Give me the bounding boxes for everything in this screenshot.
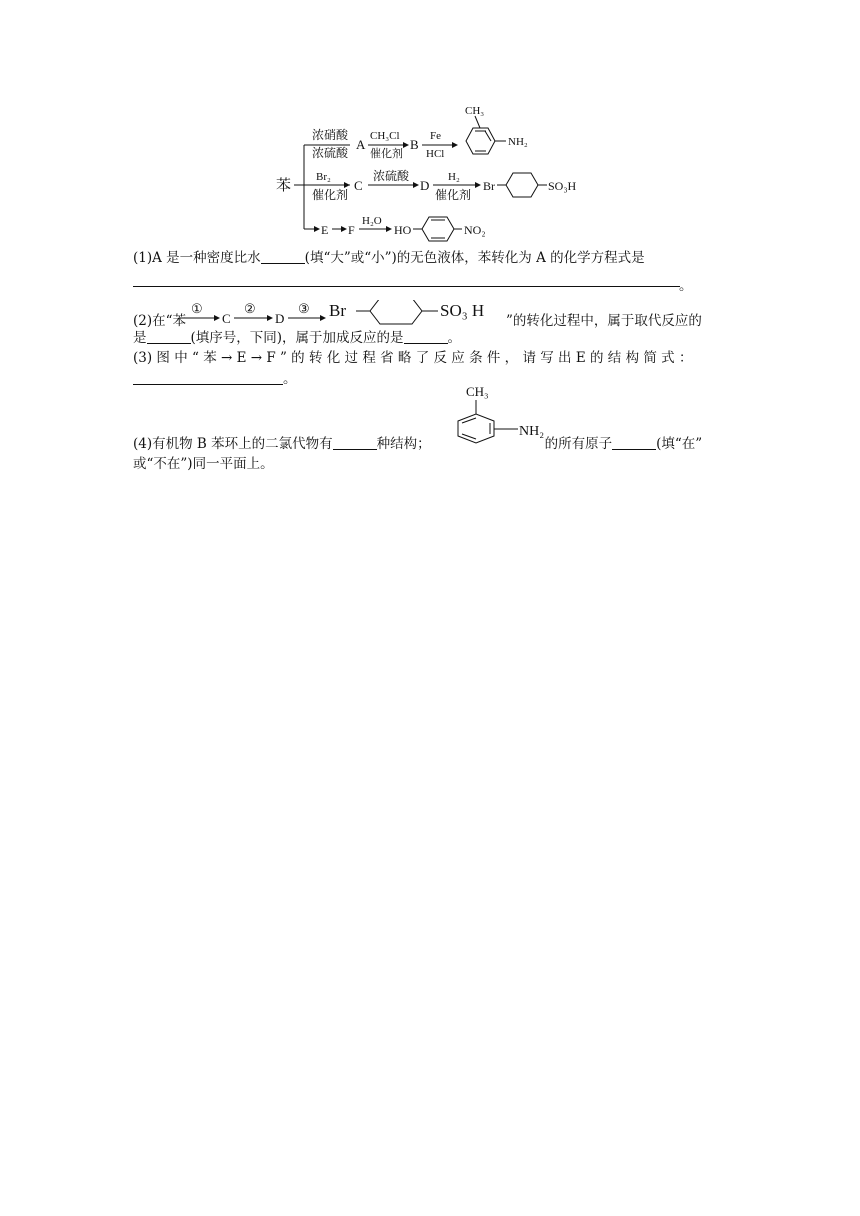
row2-arrow2-head bbox=[413, 182, 419, 188]
question-3 bbox=[133, 348, 733, 368]
q3-end: 。 bbox=[283, 371, 297, 387]
row2-so3h: SO₃H bbox=[548, 179, 577, 193]
question-1 bbox=[133, 248, 733, 268]
q2-D: D bbox=[275, 311, 285, 326]
q2-conversion-chain bbox=[176, 300, 546, 330]
row2-reagent-bottom: 催化剂 bbox=[312, 188, 349, 202]
question-2-line1 bbox=[133, 300, 733, 330]
q2-so3h: SO₃ H bbox=[440, 301, 485, 320]
q4-ch3: CH₃ bbox=[466, 384, 489, 399]
row1-arrow2-head bbox=[403, 142, 409, 148]
row2-reagent-top: Br₂ bbox=[316, 171, 331, 183]
q4-nh2: NH₂ bbox=[519, 424, 545, 439]
q2-step3: ③ bbox=[298, 301, 310, 316]
row2-step2-top: 浓硫酸 bbox=[373, 169, 410, 183]
q2-text-a: (2)在“苯 bbox=[133, 313, 187, 329]
question-2-line2 bbox=[133, 328, 733, 348]
question-4-line2 bbox=[133, 454, 733, 474]
q4-blank-isomers[interactable] bbox=[333, 435, 377, 450]
q2-text-b: ”的转化过程中，属于取代反应的 bbox=[506, 313, 702, 329]
intermediate-B: B bbox=[410, 137, 419, 152]
q4-text-c: 的所有原子 bbox=[544, 436, 613, 452]
q3-text-a: (3) 图 中 “ 苯 → E → F ” 的 转 化 过 程 省 略 了 反 应 条 件 ， 请 写 出 E 的 结 构 简 式 ： bbox=[133, 350, 693, 366]
row3-arrow2-head bbox=[386, 226, 392, 232]
q1-end: 。 bbox=[679, 278, 693, 294]
q4-blank-plane[interactable] bbox=[612, 435, 656, 450]
q2-step1: ① bbox=[191, 301, 203, 316]
row3-reagent: H₂O bbox=[362, 215, 382, 227]
q2-step2: ② bbox=[244, 301, 256, 316]
row1-step3-bottom: HCl bbox=[426, 148, 445, 160]
row2-arrow3-head bbox=[475, 182, 481, 188]
row3-arrow1-head bbox=[341, 226, 347, 232]
q3-blank-structure[interactable] bbox=[133, 370, 283, 385]
row3-ho: HO bbox=[394, 223, 412, 237]
row1-step3-top: Fe bbox=[430, 130, 441, 142]
q2-line2-end: 。 bbox=[447, 330, 462, 346]
row1-step2-bottom: 催化剂 bbox=[370, 148, 403, 160]
question-4-line1 bbox=[133, 434, 743, 454]
q1-text-a: (1)A 是一种密度比水 bbox=[133, 250, 261, 266]
row2-br: Br bbox=[483, 179, 495, 193]
row1-arrow3-head bbox=[452, 142, 458, 148]
q4-text-d: (填“在” bbox=[656, 436, 703, 452]
intermediate-E: E bbox=[321, 223, 329, 237]
row3-arrow0-head bbox=[314, 226, 320, 232]
q2-line2-b: (填序号，下同)，属于加成反应的是 bbox=[190, 330, 404, 346]
q2-line2-a: 是 bbox=[133, 330, 147, 346]
q4-text-a: (4)有机物 B 苯环上的二氯代物有 bbox=[133, 436, 333, 452]
row1-nh2: NH₂ bbox=[508, 136, 528, 148]
q4-line2: 或“不在”)同一平面上。 bbox=[133, 456, 274, 472]
q4-text-b: 种结构； bbox=[376, 436, 431, 452]
row2-step3-bottom: 催化剂 bbox=[435, 188, 472, 202]
row3-no2: NO₂ bbox=[464, 223, 486, 237]
q1-text-b: (填“大”或“小”)的无色液体，苯转化为 A 的化学方程式是 bbox=[304, 250, 645, 266]
row2-step3-top: H₂ bbox=[448, 171, 460, 183]
row1-ch3: CH₃ bbox=[465, 105, 485, 117]
q2-br: Br bbox=[329, 301, 346, 320]
q1-blank-density[interactable] bbox=[261, 249, 305, 264]
q2-C: C bbox=[222, 311, 231, 326]
reaction-scheme bbox=[270, 96, 610, 246]
scheme-start-benzene: 苯 bbox=[276, 178, 292, 194]
q2-blank-substitution[interactable] bbox=[147, 329, 191, 344]
row1-reagent-top: 浓硝酸 bbox=[312, 128, 349, 142]
question-3-line2 bbox=[133, 369, 733, 389]
benzene-ring-row3 bbox=[413, 217, 462, 241]
intermediate-C: C bbox=[354, 178, 363, 193]
benzene-ring-row1 bbox=[466, 116, 506, 154]
intermediate-D: D bbox=[420, 178, 430, 193]
q2-blank-addition[interactable] bbox=[404, 329, 448, 344]
row1-reagent-bottom: 浓硫酸 bbox=[312, 146, 349, 160]
q2-cyclohexane-ring bbox=[356, 300, 438, 324]
q1-equation-blank[interactable] bbox=[133, 286, 680, 287]
intermediate-A: A bbox=[356, 137, 366, 152]
cyclohexane-ring-row2 bbox=[497, 173, 547, 197]
row1-step2-top: CH₃Cl bbox=[370, 130, 400, 142]
intermediate-F: F bbox=[348, 223, 355, 237]
